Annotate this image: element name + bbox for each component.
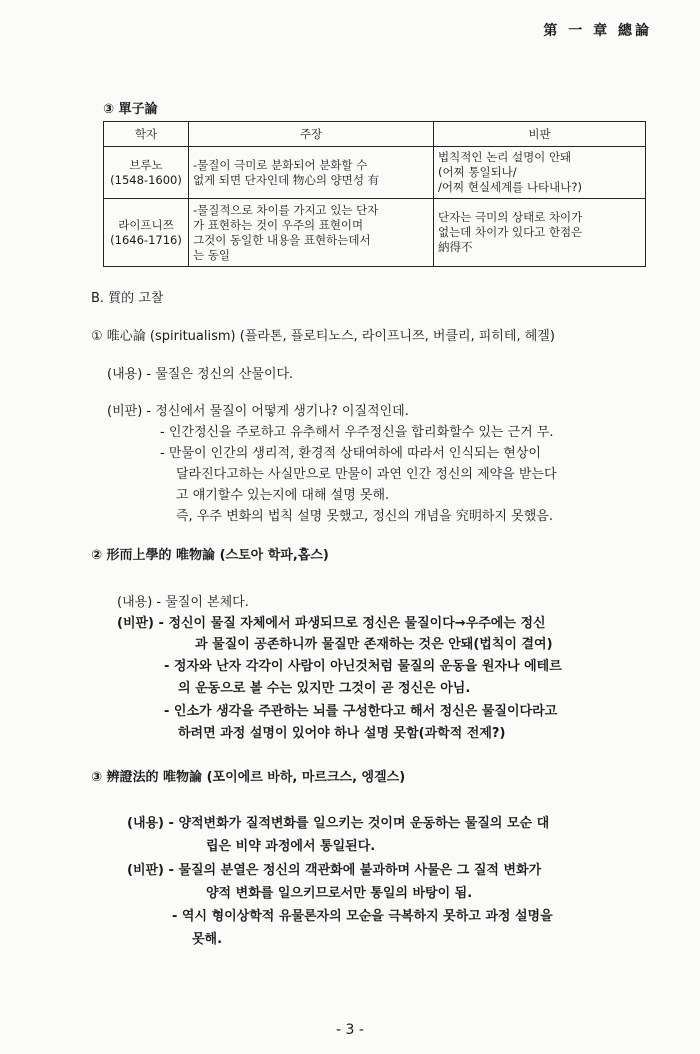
critique-line: (어찌 통일되나/ [438, 165, 517, 179]
idealism-critique-line: - 인간정신을 주로하고 유추해서 우주정신을 합리화할수 있는 근거 무. [160, 425, 554, 440]
scholar-name: 라이프니쯔 [118, 217, 174, 232]
column-header: 학자 [104, 122, 189, 147]
idealism-critique-line: 달라진다고하는 사실만으로 만물이 과연 인간 정신의 제약을 받는다 [176, 467, 557, 482]
metaphysical-critique-line: (비판) - 정신이 물질 자체에서 파생되므로 정신은 물질이다→우주에는 정신 [117, 616, 546, 631]
dialectical-critique-line: - 역시 형이상학적 유물론자의 모순을 극복하지 못하고 과정 설명을 [172, 909, 553, 924]
dialectical-critique-line: 양적 변화를 일으키므로서만 통일의 바탕이 됨. [206, 886, 473, 901]
idealism-title: ① 唯心論 (spiritualism) (플라톤, 플로티노스, 라이프니쯔, 버클리, 피히테, 헤겔) [91, 329, 555, 344]
monadism-table [103, 121, 646, 267]
metaphysical-critique-line: - 정자와 난자 각각이 사람이 아닌것처럼 물질의 운동을 원자나 에테르 [164, 659, 562, 674]
scholar-years: (1548-1600) [110, 172, 182, 187]
metaphysical-critique-line: 과 물질이 공존하니까 물질만 존재하는 것은 안돼(법칙이 결여) [195, 637, 553, 652]
dialectical-critique-line: 못해. [192, 932, 223, 947]
idealism-critique-line: 즉, 우주 변화의 법칙 설명 못했고, 정신의 개념을 究明하지 못했음. [176, 509, 553, 524]
critique-cell [434, 199, 646, 267]
scholar-name: 브루노 [129, 157, 163, 172]
column-header: 주장 [189, 122, 434, 147]
critique-cell [434, 147, 646, 199]
claim-cell [189, 147, 434, 199]
claim-line: 없게 되면 단자인데 物心의 양면성 有 [193, 172, 380, 187]
monadism-title: ③ 單子論 [103, 102, 158, 117]
claim-line: 가 표현하는 것이 우주의 표현이며 [193, 217, 364, 232]
scholar-years: (1646-1716) [110, 232, 182, 247]
metaphysical-critique-line: 의 운동으로 볼 수는 있지만 그것이 곧 정신은 아님. [178, 681, 471, 696]
idealism-content: (내용) - 물질은 정신의 산물이다. [107, 367, 294, 382]
claim-line: -물질적으로 차이를 가지고 있는 단자 [193, 202, 379, 217]
claim-cell [189, 199, 434, 267]
dialectical-title: ③ 辨證法的 唯物論 (포이에르 바하, 마르크스, 엥겔스) [91, 770, 406, 785]
idealism-critique-line: - 만물이 인간의 생리적, 환경적 상태여하에 따라서 인식되는 현상이 [160, 446, 541, 461]
critique-line: 없는데 차이가 있다고 한점은 [438, 225, 583, 239]
metaphysical-content: (내용) - 물질이 본체다. [117, 595, 249, 610]
scholar-cell [104, 199, 189, 267]
idealism-critique-line: (비판) - 정신에서 물질이 어떻게 생기나? 이질적인데. [107, 404, 409, 419]
metaphysical-critique-line: 하려면 과정 설명이 있어야 하나 설명 못함(과학적 전제?) [178, 726, 506, 741]
column-header: 비판 [434, 122, 646, 147]
claim-line: 는 동일 [193, 247, 230, 262]
claim-line: 그것이 동일한 내용을 표현하는데서 [193, 232, 371, 247]
dialectical-content-line: 립은 비약 과정에서 통일된다. [206, 839, 376, 854]
claim-line: -물질이 극미로 분화되어 분화할 수 [193, 157, 368, 172]
metaphysical-title: ② 形而上學的 唯物論 (스토아 학파,홉스) [91, 548, 329, 563]
dialectical-critique-line: (비판) - 물질의 분열은 정신의 객관화에 불과하며 사물은 그 질적 변화가 [127, 863, 542, 878]
metaphysical-critique-line: - 인소가 생각을 주관하는 뇌를 구성한다고 해서 정신은 물질이다라고 [164, 704, 558, 719]
section-b-heading: B. 質的 고찰 [91, 291, 164, 306]
critique-line: 단자는 극미의 상태로 차이가 [438, 210, 583, 224]
critique-line: 納得不 [438, 240, 473, 254]
page-number: - 3 - [336, 1022, 364, 1038]
critique-line: /어찌 현실세계를 나타내나?) [438, 180, 582, 194]
chapter-header: 第 一 章 總論 [543, 23, 652, 39]
critique-line: 법칙적인 논리 설명이 안돼 [438, 150, 572, 164]
table-row [104, 147, 646, 199]
scholar-cell [104, 147, 189, 199]
table-header-row [104, 122, 646, 147]
dialectical-content-line: (내용) - 양적변화가 질적변화를 일으키는 것이며 운동하는 물질의 모순 대 [127, 816, 550, 831]
table-row [104, 199, 646, 267]
idealism-critique-line: 고 얘기할수 있는지에 대해 설명 못해. [176, 488, 390, 503]
